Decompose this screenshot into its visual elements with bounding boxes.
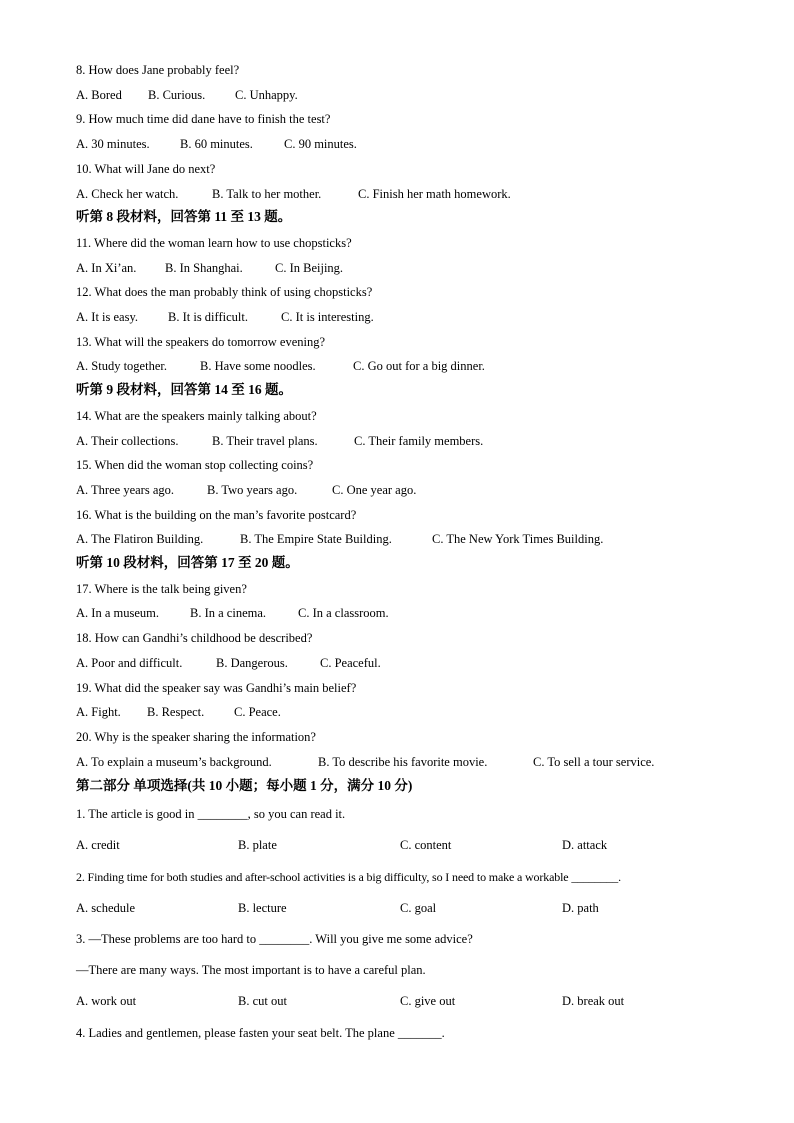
question-20: 20. Why is the speaker sharing the information? [76,730,316,744]
option-b: B. It is difficult. [168,310,248,324]
mc-question-4: 4. Ladies and gentlemen, please fasten your seat belt. The plane _______. [76,1026,445,1040]
question-9: 9. How much time did dane have to finish the test? [76,112,331,126]
option-c: C. To sell a tour service. [533,755,655,769]
option-c: C. 90 minutes. [284,137,357,151]
option-a: A. Study together. [76,359,167,373]
option-a: A. The Flatiron Building. [76,532,204,546]
option-b: B. plate [238,838,277,852]
option-d: D. path [562,901,599,915]
question-10: 10. What will Jane do next? [76,162,216,176]
question-8: 8. How does Jane probably feel? [76,63,240,77]
section-heading-9: 听第 9 段材料，回答第 14 至 16 题。 [76,382,292,397]
question-17: 17. Where is the talk being given? [76,582,247,596]
option-a: A. In a museum. [76,606,159,620]
option-a: A. Bored [76,88,122,102]
option-c: C. It is interesting. [281,310,374,324]
option-b: B. Curious. [148,88,206,102]
option-b: B. In Shanghai. [165,261,243,275]
option-a: A. schedule [76,901,136,915]
mc-question-3: 3. —These problems are too hard to ________. Will you give me some advice? [76,932,473,946]
option-b: B. To describe his favorite movie. [318,755,488,769]
option-b: B. Two years ago. [207,483,298,497]
part-two-heading: 第二部分 单项选择(共 10 小题；每小题 1 分，满分 10 分) [76,778,413,793]
question-13: 13. What will the speakers do tomorrow evening? [76,335,326,349]
option-c: C. The New York Times Building. [432,532,604,546]
option-a: A. It is easy. [76,310,139,324]
option-b: B. cut out [238,994,287,1008]
option-b: B. Their travel plans. [212,434,318,448]
option-a: A. To explain a museum’s background. [76,755,272,769]
option-c: C. One year ago. [332,483,417,497]
option-a: A. Three years ago. [76,483,174,497]
option-c: C. Go out for a big dinner. [353,359,485,373]
option-c: C. content [400,838,452,852]
option-b: B. The Empire State Building. [240,532,392,546]
question-12: 12. What does the man probably think of using chopsticks? [76,285,373,299]
option-c: C. give out [400,994,456,1008]
option-c: C. Peaceful. [320,656,381,670]
option-d: D. attack [562,838,608,852]
question-19: 19. What did the speaker say was Gandhi’s main belief? [76,681,357,695]
mc-question-3-reply: —There are many ways. The most important is to have a careful plan. [76,963,426,977]
option-a: A. Fight. [76,705,121,719]
mc-question-1: 1. The article is good in ________, so you can read it. [76,807,346,821]
section-heading-8: 听第 8 段材料，回答第 11 至 13 题。 [76,209,292,224]
mc-question-2: 2. Finding time for both studies and after-school activities is a big difficulty, so I need to make a workable ________. [76,870,621,884]
question-18: 18. How can Gandhi’s childhood be described? [76,631,313,645]
option-c: C. Their family members. [354,434,484,448]
option-b: B. Talk to her mother. [212,187,322,201]
option-c: C. In a classroom. [298,606,389,620]
option-a: A. Poor and difficult. [76,656,183,670]
option-b: B. 60 minutes. [180,137,253,151]
question-11: 11. Where did the woman learn how to use chopsticks? [76,236,352,250]
option-c: C. Finish her math homework. [358,187,511,201]
option-b: B. In a cinema. [190,606,267,620]
option-a: A. 30 minutes. [76,137,150,151]
option-b: B. Dangerous. [216,656,288,670]
question-14: 14. What are the speakers mainly talking about? [76,409,317,423]
option-b: B. Have some noodles. [200,359,316,373]
option-c: C. Peace. [234,705,281,719]
option-a: A. Their collections. [76,434,179,448]
option-d: D. break out [562,994,625,1008]
option-c: C. In Beijing. [275,261,344,275]
option-c: C. goal [400,901,437,915]
section-heading-10: 听第 10 段材料，回答第 17 至 20 题。 [76,555,299,570]
question-15: 15. When did the woman stop collecting coins? [76,458,314,472]
option-c: C. Unhappy. [235,88,298,102]
option-a: A. In Xi’an. [76,261,137,275]
option-a: A. work out [76,994,137,1008]
option-a: A. Check her watch. [76,187,179,201]
question-16: 16. What is the building on the man’s favorite postcard? [76,508,357,522]
option-b: B. Respect. [147,705,205,719]
option-a: A. credit [76,838,120,852]
option-b: B. lecture [238,901,287,915]
